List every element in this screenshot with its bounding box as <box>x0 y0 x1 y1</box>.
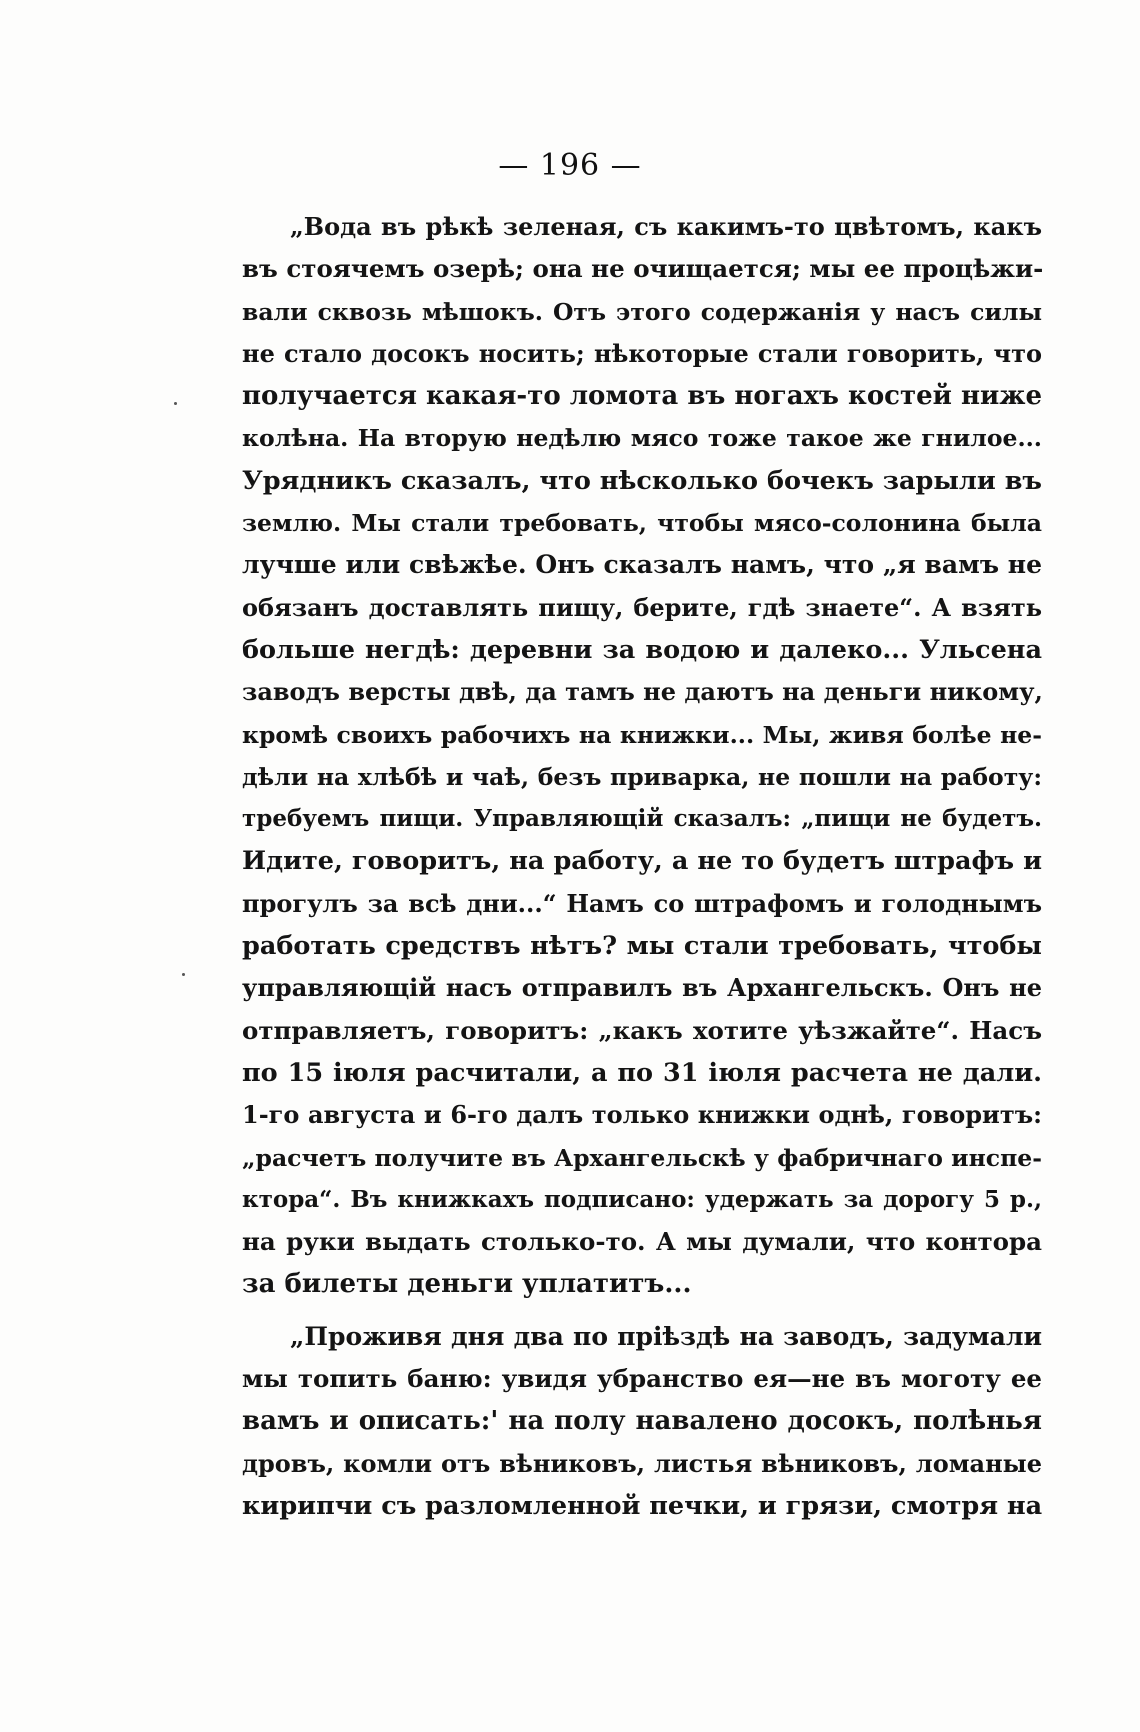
text-line: „расчетъ получите въ Архангельскѣ у фабричнаго инспе- <box>242 1143 1042 1172</box>
text-line: кирипчи съ разломленной печки, и грязи, смотря на <box>242 1490 1043 1521</box>
text-line: землю. Мы стали требовать, чтобы мясо-солонина была <box>242 509 1042 538</box>
paragraph-2 <box>242 1316 1042 1527</box>
text-line: „Проживя дня два по пріѣздѣ на заводъ, задумали <box>290 1321 1042 1351</box>
paragraph-gap <box>242 1306 1042 1316</box>
text-line: отправляетъ, говоритъ: „какъ хотите уѣзжайте“. Насъ <box>242 1015 1042 1045</box>
text-line: ктора“. Въ книжкахъ подписано: удержать за дорогу 5 р., <box>242 1185 1042 1213</box>
text-line: дровъ, комли отъ вѣниковъ, листья вѣниковъ, ломаные <box>242 1448 1042 1478</box>
text-line: на руки выдать столько-то. А мы думали, что контора <box>242 1227 1042 1257</box>
text-line: больше негдѣ: деревни за водою и далеко... Ульсена <box>242 634 1042 665</box>
text-line: лучше или свѣжѣе. Онъ сказалъ намъ, что „я вамъ не <box>242 550 1042 580</box>
print-speck <box>182 973 185 976</box>
text-line: вали сквозь мѣшокъ. Отъ этого содержанія у насъ силы <box>242 297 1042 326</box>
text-line: заводъ версты двѣ, да тамъ не даютъ на деньги никому, <box>242 677 1043 707</box>
text-line: кромѣ своихъ рабочихъ на книжки... Мы, живя болѣе не- <box>242 720 1042 749</box>
text-line: обязанъ доставлять пищу, берите, гдѣ знаете“. А взять <box>242 592 1042 622</box>
text-line: мы топить баню: увидя убранство ея—не въ моготу ее <box>242 1364 1042 1394</box>
paragraph-1 <box>242 206 1042 1306</box>
text-line: по 15 іюля расчитали, а по 31 іюля расчета не дали. <box>242 1057 1042 1088</box>
text-line: не стало досокъ носить; нѣкоторые стали говорить, что <box>242 338 1042 368</box>
text-line: дѣли на хлѣбѣ и чаѣ, безъ приварка, не пошли на работу: <box>242 762 1042 791</box>
text-line: требуемъ пищи. Управляющій сказалъ: „пищи не будетъ. <box>242 805 1042 833</box>
text-line: 1-го августа и 6-го далъ только книжки однѣ, говоритъ: <box>242 1100 1042 1130</box>
text-line: въ стоячемъ озерѣ; она не очищается; мы ее процѣжи- <box>242 254 1044 284</box>
text-line: за билеты деньги уплатитъ... <box>242 1269 692 1300</box>
text-line: управляющій насъ отправилъ въ Архангельскъ. Онъ не <box>242 973 1042 1003</box>
text-line: „Вода въ рѣкѣ зеленая, съ какимъ-то цвѣтомъ, какъ <box>290 212 1042 241</box>
page-number: — 196 — <box>498 148 642 183</box>
text-line: Идите, говоритъ, на работу, а не то будетъ штрафъ и <box>242 846 1042 877</box>
text-line: работать средствъ нѣтъ? мы стали требовать, чтобы <box>242 931 1042 962</box>
text-line: прогулъ за всѣ дни...“ Намъ со штрафомъ и голоднымъ <box>242 888 1042 918</box>
text-line: получается какая-то ломота въ ногахъ костей ниже <box>242 381 1043 412</box>
body-text <box>242 206 1042 1527</box>
print-speck <box>174 402 177 405</box>
text-line: колѣна. На вторую недѣлю мясо тоже такое же гнилое... <box>242 424 1042 453</box>
text-line: Урядникъ сказалъ, что нѣсколько бочекъ зарыли въ <box>242 465 1042 496</box>
text-line: вамъ и описать:' на полу навалено досокъ, полѣнья <box>242 1406 1042 1437</box>
